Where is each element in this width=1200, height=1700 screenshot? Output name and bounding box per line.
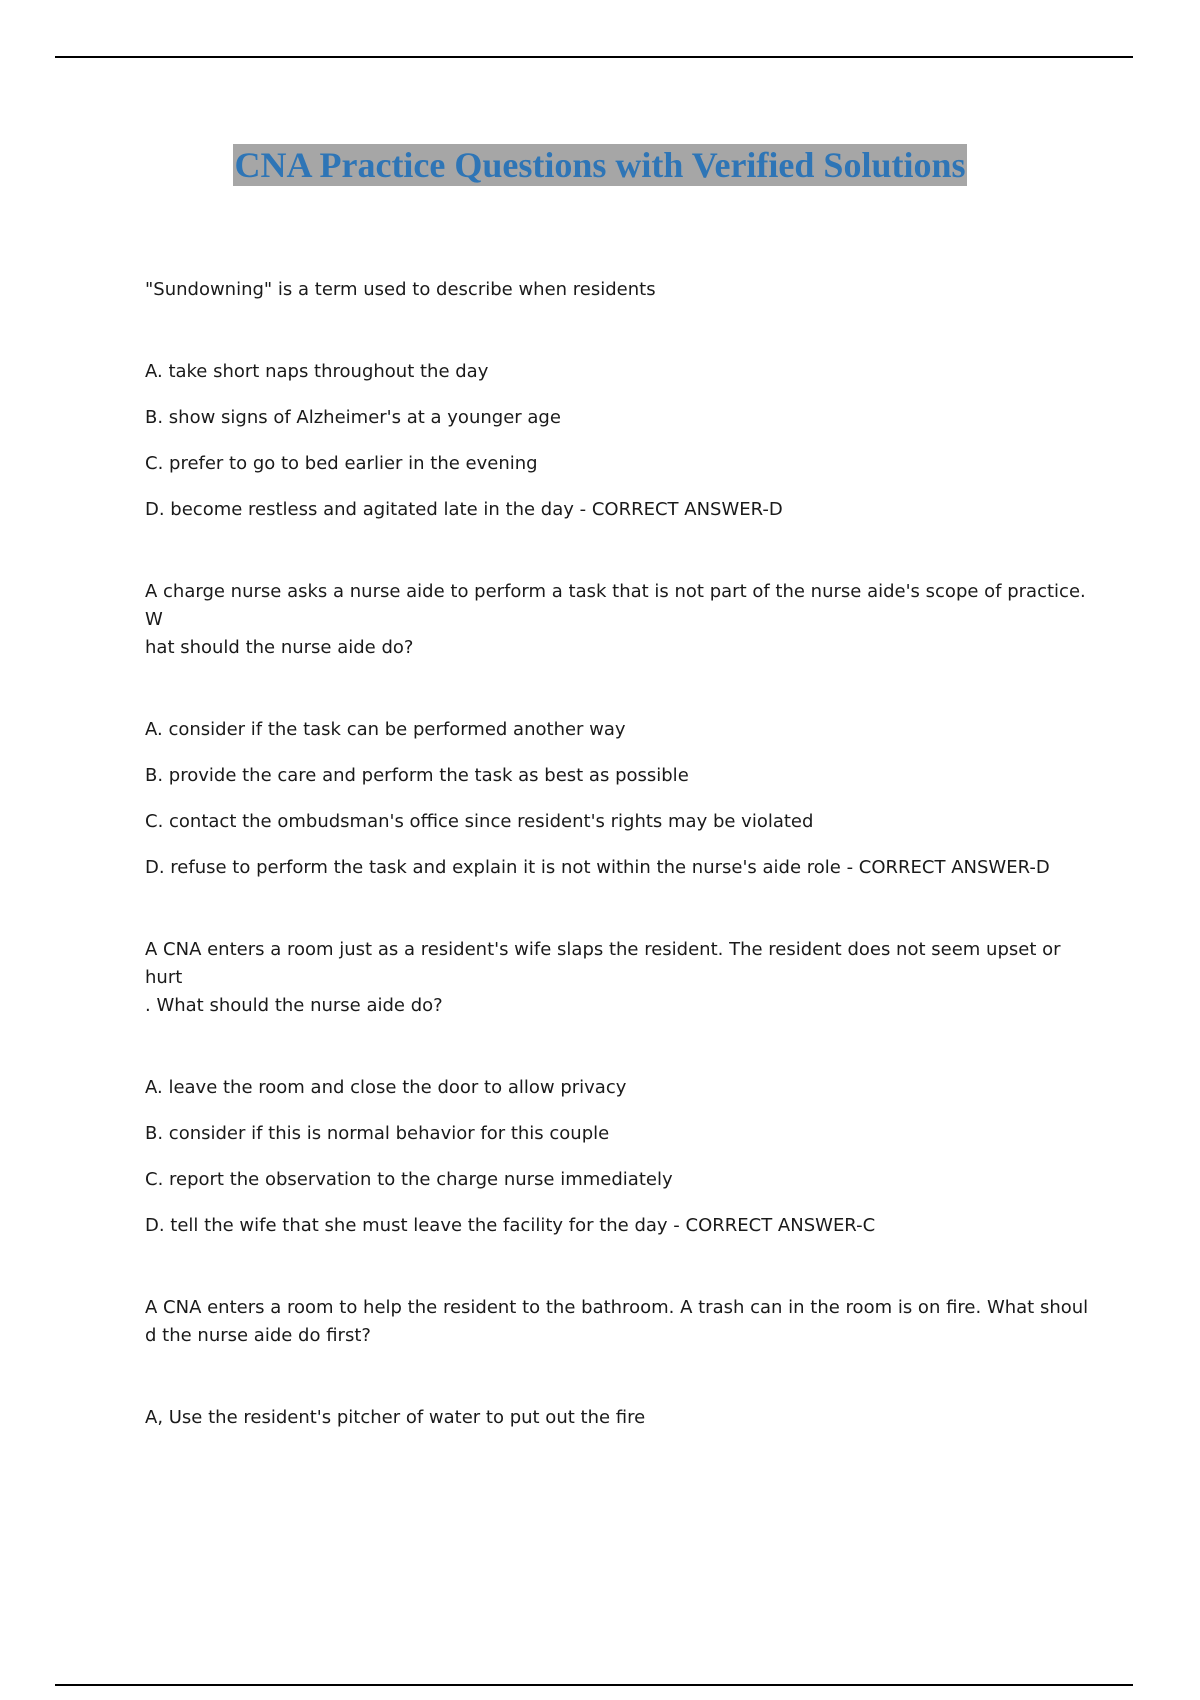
answer-option-a: A, Use the resident's pitcher of water to put out the fire [145, 1407, 646, 1428]
answer-option-b: B. provide the care and perform the task as best as possible [145, 765, 689, 786]
top-rule [55, 56, 1133, 58]
answer-option-d: D. refuse to perform the task and explain it is not within the nurse's aide role - CORRECT ANSWER-D [145, 857, 1050, 878]
answer-option-d: D. tell the wife that she must leave the facility for the day - CORRECT ANSWER-C [145, 1215, 876, 1236]
question-4 [145, 1294, 1095, 1432]
question-3 [145, 936, 1095, 1240]
questions-list [145, 276, 1095, 1432]
answer-option-c: C. prefer to go to bed earlier in the evening [145, 453, 538, 474]
answer-option-a: A. take short naps throughout the day [145, 361, 489, 382]
question-1 [145, 276, 1095, 524]
answer-option-a: A. leave the room and close the door to allow privacy [145, 1077, 627, 1098]
question-text: A charge nurse asks a nurse aide to perform a task that is not part of the nurse aide's scope of practice. W hat should the nurse aide do? [145, 581, 1086, 658]
question-2 [145, 578, 1095, 882]
answer-option-c: C. contact the ombudsman's office since resident's rights may be violated [145, 811, 814, 832]
answer-option-b: B. consider if this is normal behavior for this couple [145, 1123, 610, 1144]
answer-option-c: C. report the observation to the charge nurse immediately [145, 1169, 673, 1190]
question-text: "Sundowning" is a term used to describe when residents [145, 279, 656, 300]
answer-option-d: D. become restless and agitated late in the day - CORRECT ANSWER-D [145, 499, 783, 520]
question-text: A CNA enters a room to help the resident to the bathroom. A trash can in the room is on fire. What shoul d the nurse aide do first? [145, 1297, 1089, 1346]
title-container [0, 144, 1200, 186]
answer-option-b: B. show signs of Alzheimer's at a younger age [145, 407, 561, 428]
answer-option-a: A. consider if the task can be performed another way [145, 719, 626, 740]
question-text: A CNA enters a room just as a resident's wife slaps the resident. The resident does not seem upset or hurt . What should the nurse aide do? [145, 939, 1061, 1016]
bottom-rule [55, 1684, 1133, 1686]
document-title: CNA Practice Questions with Verified Solutions [234, 145, 966, 185]
